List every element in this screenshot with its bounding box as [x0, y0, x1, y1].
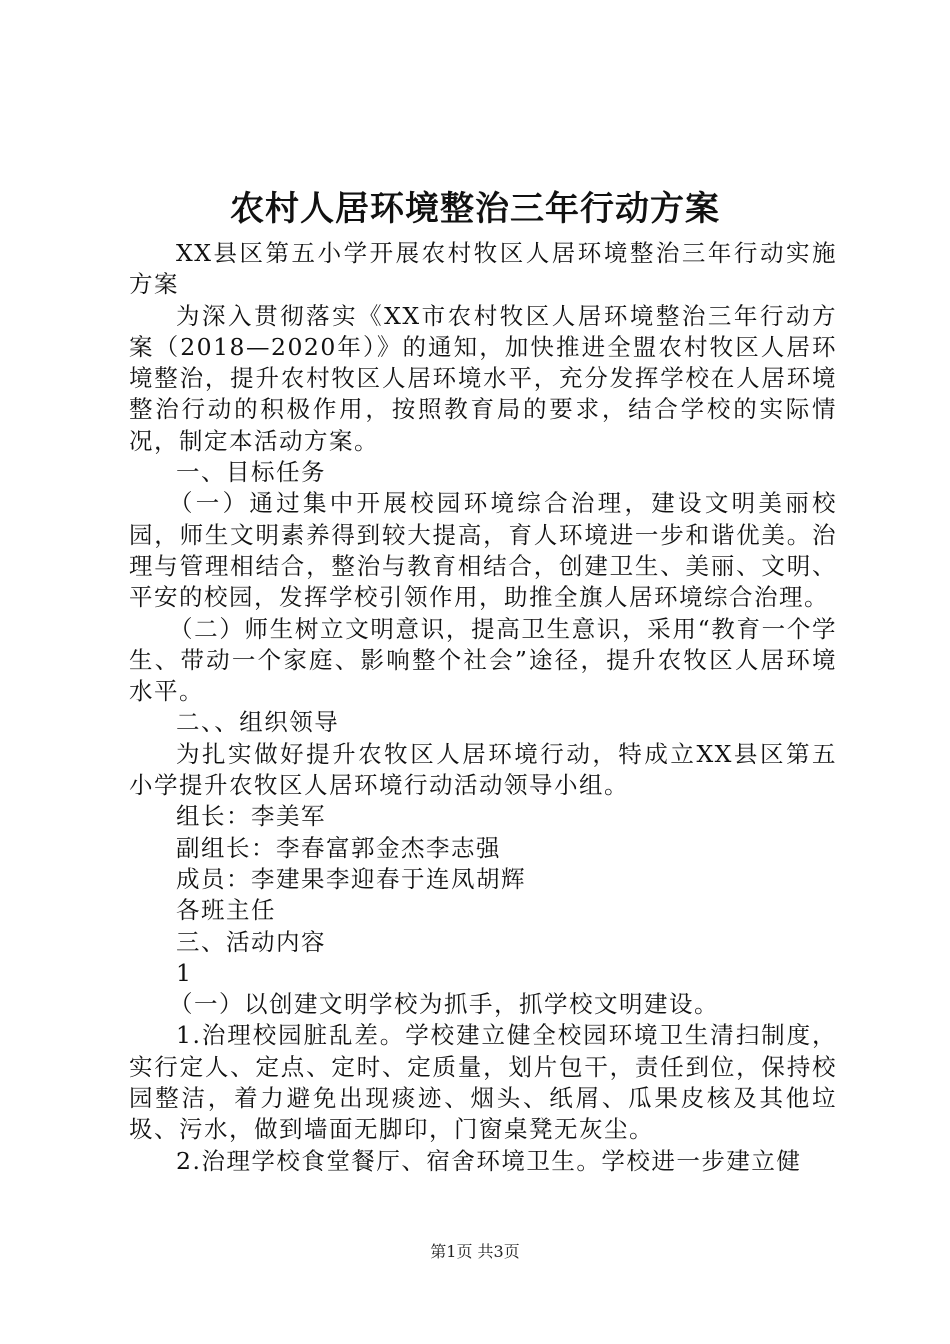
paragraph-subtitle: XX县区第五小学开展农村牧区人居环境整治三年行动实施方案	[129, 239, 837, 299]
stray-number: 1	[176, 958, 193, 987]
team-class-teachers: 各班主任	[176, 896, 276, 925]
section-heading-goals: 一、目标任务	[176, 458, 326, 487]
paragraph-item-1: 1.治理校园脏乱差。学校建立健全校园环境卫生清扫制度，实行定人、定点、定时、定质量，划片包干，责任到位，保持校园整洁，着力避免出现痰迹、烟头、纸屑、瓜果皮核及其他垃圾、污水，做到墙面无脚印，门窗桌凳无灰尘。	[129, 1021, 837, 1144]
page-footer: 第1页 共3页	[430, 1242, 520, 1261]
section-heading-activities: 三、活动内容	[176, 927, 326, 956]
document-title: 农村人居环境整治三年行动方案	[230, 189, 720, 229]
paragraph-goal-2: （二）师生树立文明意识，提高卫生意识，采用“教育一个学生、带动一个家庭、影响整个社会”途径，提升农牧区人居环境水平。	[129, 614, 837, 706]
section-heading-organization: 二、、组织领导	[176, 708, 340, 737]
team-members: 成员：李建果李迎春于连凤胡辉	[176, 864, 526, 893]
paragraph-intro: 为深入贯彻落实《XX市农村牧区人居环境整治三年行动方案（2018—2020年）》的通知，加快推进全盟农村牧区人居环境整治，提升农村牧区人居环境水平，充分发挥学校在人居环境整治行动的积极作用，按照教育局的要求，结合学校的实际情况，制定本活动方案。	[129, 301, 837, 455]
paragraph-organization: 为扎实做好提升农牧区人居环境行动，特成立XX县区第五小学提升农牧区人居环境行动活动领导小组。	[129, 739, 837, 800]
paragraph-activity-1: （一）以创建文明学校为抓手，抓学校文明建设。	[169, 990, 719, 1019]
team-leader: 组长：李美军	[176, 802, 326, 831]
paragraph-item-2: 2.治理学校食堂餐厅、宿舍环境卫生。学校进一步建立健	[176, 1146, 802, 1175]
document-body	[129, 238, 837, 1177]
team-deputy-leaders: 副组长：李春富郭金杰李志强	[176, 833, 501, 862]
paragraph-goal-1: （一）通过集中开展校园环境综合治理，建设文明美丽校园，师生文明素养得到较大提高，育人环境进一步和谐优美。治理与管理相结合，整治与教育相结合，创建卫生、美丽、文明、平安的校园，发挥学校引领作用，助推全旗人居环境综合治理。	[129, 489, 837, 612]
